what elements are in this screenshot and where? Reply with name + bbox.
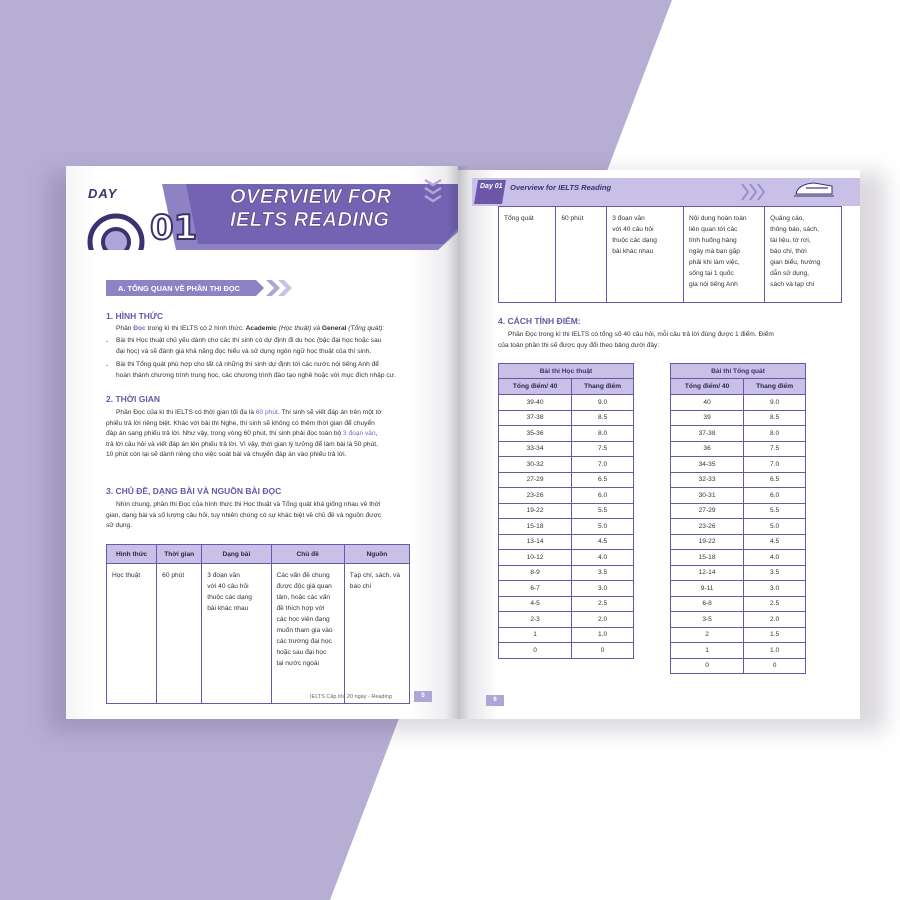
band-score-cell: 8.0 [572, 426, 634, 442]
total-score-cell: 23-26 [671, 519, 744, 535]
table-row [107, 564, 410, 704]
total-score-cell: 37-38 [671, 426, 744, 442]
table-header-cell: Hình thức [107, 545, 157, 564]
band-score-cell: 2.0 [572, 612, 634, 628]
total-score-cell: 0 [671, 658, 744, 674]
band-score-cell: 8.5 [572, 410, 634, 426]
table-cell: Tạp chí, sách, và báo chí [344, 564, 409, 704]
general-score-table [670, 363, 806, 674]
band-score-cell: 1.0 [744, 643, 806, 659]
paragraph-hinh-thuc: Phần Đọc trong kì thi IELTS có 2 hình thức: Academic (Học thuật) và General (Tổng quát): [116, 325, 385, 332]
table-row [499, 472, 634, 488]
table-cell: Các vấn đề chung được độc giả quan tâm, hoặc các vấn đề thích hợp với các học viên đang muốn tham gia vào các trường đại học hoặc sau đại học tại nước ngoài [271, 564, 344, 704]
chapter-title-line1: OVERVIEW FOR [230, 186, 392, 208]
book-spine [446, 166, 470, 719]
total-score-cell: 2 [671, 627, 744, 643]
table-cell: 60 phút [556, 207, 607, 303]
right-page [458, 170, 860, 719]
total-score-cell: 8-9 [499, 565, 572, 581]
table-row [671, 410, 806, 426]
total-score-cell: 39-40 [499, 395, 572, 411]
band-score-cell: 5.5 [744, 503, 806, 519]
table-header-cell: Dạng bài [202, 545, 271, 564]
table-row [671, 643, 806, 659]
table-row [499, 565, 634, 581]
table-row [499, 207, 842, 303]
table-row [671, 534, 806, 550]
table-row [671, 426, 806, 442]
total-score-cell: 13-14 [499, 534, 572, 550]
academic-table-caption: Bài thi Học thuật [499, 364, 634, 379]
table-row [671, 519, 806, 535]
total-score-cell: 4-5 [499, 596, 572, 612]
table-header-cell: Nguồn [344, 545, 409, 564]
band-score-cell: 0 [744, 658, 806, 674]
band-score-cell: 7.5 [744, 441, 806, 457]
table-row [499, 503, 634, 519]
paragraph-cach-tinh-diem: Phần Đọc trong kì thi IELTS có tổng số 40 câu hỏi, mỗi câu trả lời đúng được 1 điểm. Điểm của toàn phần thi sẽ được quy đổi theo bảng dưới đây: [498, 331, 774, 349]
table-cell: Học thuật [107, 564, 157, 704]
table-row [671, 550, 806, 566]
table-header-row [107, 545, 410, 564]
paragraph-chu-de: Nhìn chung, phần thi Đọc của hình thức thi Học thuật và Tổng quát khá giống nhau về thời gian, dạng bài và số lượng câu hỏi, tuy nhiên chúng có sự khác biệt về chủ đề và nguồn được sử dụng. [106, 501, 382, 530]
header-title: Overview for IELTS Reading [510, 183, 612, 192]
total-score-cell: 1 [671, 643, 744, 659]
bullet-hoc-thuat: Bài thi Học thuật chủ yếu dành cho các thí sinh có dự định đi du học (bậc đại học hoặc sau đại học) và sẽ đánh giá khả năng đọc hiểu và sử dụng ngôn ngữ học thuật của thí sinh. [116, 337, 382, 355]
table-row [671, 627, 806, 643]
band-score-cell: 5.0 [744, 519, 806, 535]
band-score-cell: 9.0 [572, 395, 634, 411]
total-score-cell: 0 [499, 643, 572, 659]
band-score-cell: 7.0 [744, 457, 806, 473]
table-row [671, 503, 806, 519]
paragraph-thoi-gian: Phần Đọc của kì thi IELTS có thời gian tối đa là 60 phút. Thí sinh sẽ viết đáp án trên một tờ phiếu trả lời riêng biệt. Khác với bài thi Nghe, thí sinh sẽ không có thêm thời gian để chuyển đáp án sang phiếu trả lời. Như vậy, trong vòng 60 phút, thí sinh phải đọc toàn bộ 3 đoạn văn, trả lời câu hỏi và viết đáp án lên phiếu trả lời. Vì vậy, thời gian lý tưởng để làm bài là 50 phút, 10 phút còn lại sẽ dành riêng cho việc soát bài và chuyển đáp án vào phiếu trả lời. [106, 409, 382, 459]
total-score-cell: 10-12 [499, 550, 572, 566]
band-score-cell: 5.0 [572, 519, 634, 535]
band-score-cell: 4.5 [744, 534, 806, 550]
band-score-cell: 3.5 [744, 565, 806, 581]
table-header-cell: Thang điểm [744, 379, 806, 395]
train-icon [792, 178, 836, 200]
total-score-cell: 32-33 [671, 472, 744, 488]
total-score-cell: 34-35 [671, 457, 744, 473]
table-header-cell: Thang điểm [572, 379, 634, 395]
total-score-cell: 1 [499, 627, 572, 643]
page-footer: IELTS Cấp tốc 20 ngày - Reading [310, 694, 392, 700]
academic-score-table [498, 363, 634, 659]
section-a-title: A. TỔNG QUAN VỀ PHẦN THI ĐỌC [118, 284, 240, 293]
table-row [499, 643, 634, 659]
total-score-cell: 30-32 [499, 457, 572, 473]
total-score-cell: 19-22 [499, 503, 572, 519]
total-score-cell: 19-22 [671, 534, 744, 550]
band-score-cell: 1.0 [572, 627, 634, 643]
table-row [499, 395, 634, 411]
table-cell: Quảng cáo, thông báo, sách, tài liệu, tờ rơi, báo chí, thời gian biểu, hướng dẫn sử dụng, sách và tạp chí [765, 207, 842, 303]
total-score-cell: 12-14 [671, 565, 744, 581]
heading-cach-tinh-diem: 4. CÁCH TÍNH ĐIỂM: [498, 316, 581, 326]
bullet-tong-quat: Bài thi Tổng quát phù hợp cho tất cả những thí sinh dự định tới các nước nói tiếng Anh để hoàn thành chương trình trung học, các chương trình đào tạo nghề hoặc với mục đích nhập cư. [116, 361, 396, 379]
band-score-cell: 8.0 [744, 426, 806, 442]
band-score-cell: 0 [572, 643, 634, 659]
table-row [671, 658, 806, 674]
page-number: 5 [414, 691, 432, 702]
table-row [499, 519, 634, 535]
table-cell: 3 đoạn văn với 40 câu hỏi thuộc các dạng bài khác nhau [202, 564, 271, 704]
table-cell: Tổng quát [499, 207, 556, 303]
band-score-cell: 4.5 [572, 534, 634, 550]
table-row [671, 441, 806, 457]
chapter-title-line2: IELTS READING [230, 209, 390, 231]
exam-format-table-continued [498, 206, 842, 303]
heading-chu-de: 3. CHỦ ĐỀ, DẠNG BÀI VÀ NGUỒN BÀI ĐỌC [106, 486, 282, 496]
left-page: DAY 01 OVERVIEW FOR IELTS READING A. TỔNG QUAN VỀ PHẦN THI ĐỌC 1. HÌNH THỨC Phần Đọc trong kì thi IELTS có 2 hình thức: Academic (Học thuật) và General (Tổng quát): - Bài thi Học thuật chủ yếu dành cho các thí sinh có dự định đi du học (bậc đại học hoặc sau đại học) và sẽ đánh giá khả năng đọc hiểu và sử dụng ngôn ngữ học thuật của thí sinh. - Bài thi Tổng quát phù hợp cho tất cả những thí sinh dự định tới các nước nói tiếng Anh để hoàn thành chương trình trung học, các chương trình đào tạo nghề hoặc với mục đích nhập cư. 2. THỜI GIAN Phần Đọc của kì thi IELTS có thời gian tối đa là 60 phút. Thí sinh sẽ viết đáp án trên một tờ phiếu trả lời riêng biệt. Khác với bài thi Nghe, thí sinh sẽ không có thêm thời gian để chuyển đáp án sang phiếu trả lời. Như vậy, trong vòng 60 phút, thí sinh phải đọc toàn bộ 3 đoạn văn, trả lời câu hỏi và viết đáp án lên phiếu trả lời. Vì vậy, thời gian lý tưởng để làm bài là 50 phút, 10 phút còn lại sẽ dành riêng cho việc soát bài và chuyển đáp án vào phiếu trả lời. 3. CHỦ ĐỀ, DẠNG BÀI VÀ NGUỒN BÀI ĐỌC Nhìn chung, phần thi Đọc của hình thức thi Học thuật và Tổng quát khá giống nhau về thời gian, dạng bài và số lượng câu hỏi, tuy nhiên chúng có sự khác biệt về chủ đề và nguồn được sử dụng. Hình thức Thời gian Dạng bài Chủ đề Nguồn Học thuật 60 phút 3 đoạn văn với 40 câu hỏi thuộc các dạng bài khác nhau Các vấn đề chung được độc giả quan tâm, hoặc các vấn đề thích hợp với các học viên đang muốn tham gia vào các trường đại học hoặc sau đại học tại nước ngoài Tạp chí, sách, và báo chí IELTS Cấp tốc 20 ngày - Reading 5 [66, 166, 458, 719]
band-score-cell: 6.5 [572, 472, 634, 488]
total-score-cell: 9-11 [671, 581, 744, 597]
heading-hinh-thuc: 1. HÌNH THỨC [106, 311, 164, 321]
table-row [499, 457, 634, 473]
total-score-cell: 3-5 [671, 612, 744, 628]
band-score-cell: 8.5 [744, 410, 806, 426]
band-score-cell: 7.0 [572, 457, 634, 473]
band-score-cell: 9.0 [744, 395, 806, 411]
total-score-cell: 40 [671, 395, 744, 411]
band-score-cell: 3.5 [572, 565, 634, 581]
table-header-cell: Tổng điểm/ 40 [499, 379, 572, 395]
total-score-cell: 15-18 [499, 519, 572, 535]
table-row [671, 457, 806, 473]
total-score-cell: 33-34 [499, 441, 572, 457]
total-score-cell: 6-7 [499, 581, 572, 597]
table-row [499, 488, 634, 504]
page-number: 6 [486, 695, 504, 706]
band-score-cell: 1.5 [744, 627, 806, 643]
total-score-cell: 23-26 [499, 488, 572, 504]
table-row [499, 441, 634, 457]
total-score-cell: 6-8 [671, 596, 744, 612]
total-score-cell: 36 [671, 441, 744, 457]
table-header-cell: Tổng điểm/ 40 [671, 379, 744, 395]
table-row [671, 596, 806, 612]
table-row [499, 612, 634, 628]
table-row [671, 395, 806, 411]
table-header-cell: Chủ đề [271, 545, 344, 564]
total-score-cell: 39 [671, 410, 744, 426]
table-cell: 3 đoạn văn với 40 câu hỏi thuộc các dạng bài khác nhau [607, 207, 684, 303]
table-row [499, 550, 634, 566]
day-number: 01 [150, 208, 198, 248]
band-score-cell: 2.5 [744, 596, 806, 612]
band-score-cell: 6.5 [744, 472, 806, 488]
band-score-cell: 4.0 [744, 550, 806, 566]
band-score-cell: 3.0 [572, 581, 634, 597]
total-score-cell: 37-38 [499, 410, 572, 426]
total-score-cell: 2-3 [499, 612, 572, 628]
band-score-cell: 2.5 [572, 596, 634, 612]
table-header-cell: Thời gian [157, 545, 202, 564]
band-score-cell: 3.0 [744, 581, 806, 597]
band-score-cell: 5.5 [572, 503, 634, 519]
table-row [671, 565, 806, 581]
band-score-cell: 6.0 [572, 488, 634, 504]
total-score-cell: 35-36 [499, 426, 572, 442]
table-row [499, 534, 634, 550]
table-row [499, 426, 634, 442]
table-cell: Nội dung hoàn toàn liên quan tới các tình huống hàng ngày mà bạn gặp phải khi làm việc, sống tại 1 quốc gia nói tiếng Anh [684, 207, 765, 303]
band-score-cell: 7.5 [572, 441, 634, 457]
heading-thoi-gian: 2. THỜI GIAN [106, 394, 161, 404]
exam-format-table [106, 544, 410, 704]
band-score-cell: 4.0 [572, 550, 634, 566]
day-label: DAY [88, 186, 118, 201]
table-row [499, 410, 634, 426]
table-row [671, 581, 806, 597]
header-day-badge: Day 01 [480, 183, 503, 190]
total-score-cell: 27-29 [671, 503, 744, 519]
total-score-cell: 30-31 [671, 488, 744, 504]
table-row [499, 596, 634, 612]
table-row [671, 612, 806, 628]
table-cell: 60 phút [157, 564, 202, 704]
band-score-cell: 6.0 [744, 488, 806, 504]
general-table-caption: Bài thi Tổng quát [671, 364, 806, 379]
table-row [499, 627, 634, 643]
chevron-decoration-icon [422, 176, 444, 206]
total-score-cell: 15-18 [671, 550, 744, 566]
table-row [671, 488, 806, 504]
total-score-cell: 27-29 [499, 472, 572, 488]
band-score-cell: 2.0 [744, 612, 806, 628]
table-row [499, 581, 634, 597]
table-row [671, 472, 806, 488]
